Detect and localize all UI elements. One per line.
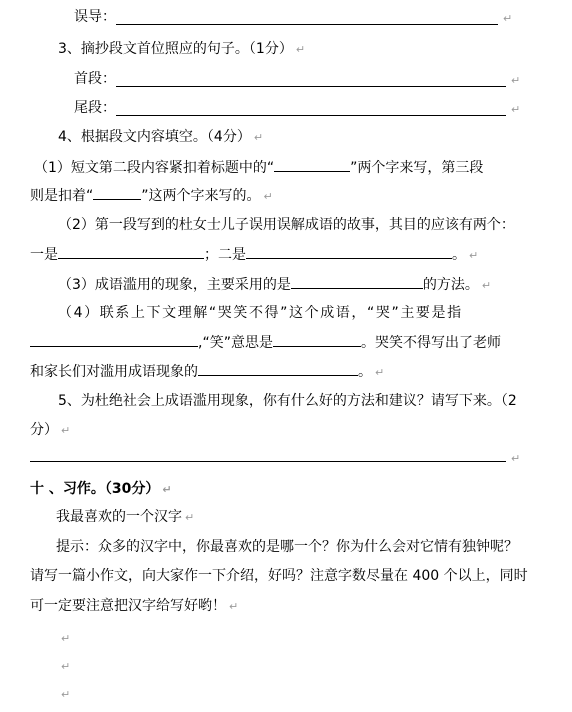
paragraph-mark-icon: ↵ [61, 424, 71, 437]
paragraph-mark-icon: ↵ [185, 511, 195, 524]
paragraph-mark-icon: ↵ [511, 452, 521, 465]
text: 。 [452, 247, 466, 263]
paragraph-mark-icon: ↵ [511, 103, 521, 116]
essay-hint-line-2: 请写一篇小作文，向大家作一下介绍，好吗？注意字数尽量在 400 个以上，同时 [30, 568, 528, 584]
question-4 [58, 128, 263, 147]
text: 可一定要注意把汉字给写好哟！ [30, 598, 226, 614]
q4-part-1-cont [30, 186, 273, 206]
answer-line [116, 24, 498, 25]
q4-part-4: （4）联系上下文理解“哭笑不得”这个成语，“哭”主要是指 [58, 305, 463, 321]
blank [198, 362, 358, 376]
blank [291, 275, 423, 289]
text: 我最喜欢的一个汉字 [56, 509, 182, 525]
last-paragraph-label: 尾段： [74, 100, 116, 116]
errors-label: 误导： [74, 9, 116, 25]
answer-line [30, 461, 506, 462]
paragraph-mark-icon: ↵ [481, 279, 492, 292]
q4-part-2-cont [30, 245, 478, 265]
text: ,“笑”意思是 [198, 335, 273, 351]
q4-part-4-cont2 [30, 362, 384, 382]
text: 。 [358, 364, 372, 380]
paragraph-mark-icon: ↵ [61, 660, 71, 673]
text: 。哭笑不得写出了老师 [360, 335, 501, 351]
question-3-text: 3、摘抄段文首位照应的句子。（1分） [58, 41, 293, 57]
text: 一是 [30, 247, 58, 263]
paragraph-mark-icon: ↵ [469, 249, 479, 262]
question-5: 5、为杜绝社会上成语滥用现象，你有什么好的方法和建议？请写下来。（2 [58, 393, 517, 409]
essay-hint-line-1: 提示：众多的汉字中，你最喜欢的是哪一个？你为什么会对它情有独钟呢？ [56, 539, 518, 555]
blank [30, 333, 198, 347]
paragraph-mark-icon: ↵ [229, 600, 239, 613]
section-10-heading [30, 480, 172, 499]
blank [93, 186, 141, 200]
paragraph-mark-icon: ↵ [375, 366, 385, 379]
text: （1）短文第二段内容紧扣着标题中的“ [34, 160, 275, 176]
blank [246, 245, 452, 259]
paragraph-mark-icon: ↵ [503, 12, 513, 25]
text: ”这两个字来写的。 [141, 188, 261, 204]
text: ；二是 [204, 247, 246, 263]
text: 则是扣着“ [30, 188, 94, 204]
text: 分） [30, 422, 58, 438]
paragraph-mark-icon: ↵ [61, 632, 71, 645]
question-5-cont [30, 421, 70, 440]
paragraph-mark-icon: ↵ [162, 483, 172, 496]
text: 十 、习作。（30分） [30, 481, 160, 497]
essay-topic [56, 508, 194, 527]
answer-line [116, 86, 506, 87]
question-3 [58, 40, 305, 59]
q4-part-4-cont [30, 333, 501, 352]
first-paragraph-label: 首段： [74, 71, 116, 87]
text: ”两个字来写，第三段 [350, 160, 484, 176]
text: （3）成语滥用的现象，主要采用的是 [58, 277, 291, 293]
blank [273, 333, 361, 347]
q4-part-2: （2）第一段写到的杜女士儿子误用误解成语的故事，其目的应该有两个： [58, 217, 515, 233]
answer-line [116, 115, 506, 116]
paragraph-mark-icon: ↵ [263, 190, 273, 203]
paragraph-mark-icon: ↵ [61, 688, 71, 701]
q4-part-3 [58, 275, 491, 295]
text: 和家长们对滥用成语现象的 [30, 364, 198, 380]
paragraph-mark-icon: ↵ [253, 131, 264, 144]
q4-part-1 [34, 158, 483, 177]
paragraph-mark-icon: ↵ [295, 43, 306, 56]
essay-hint-line-3 [30, 597, 238, 616]
paragraph-mark-icon: ↵ [511, 74, 521, 87]
blank [58, 245, 204, 259]
text: 的方法。 [422, 277, 479, 293]
blank [274, 158, 350, 172]
question-4-text: 4、根据段文内容填空。（4分） [58, 129, 251, 145]
